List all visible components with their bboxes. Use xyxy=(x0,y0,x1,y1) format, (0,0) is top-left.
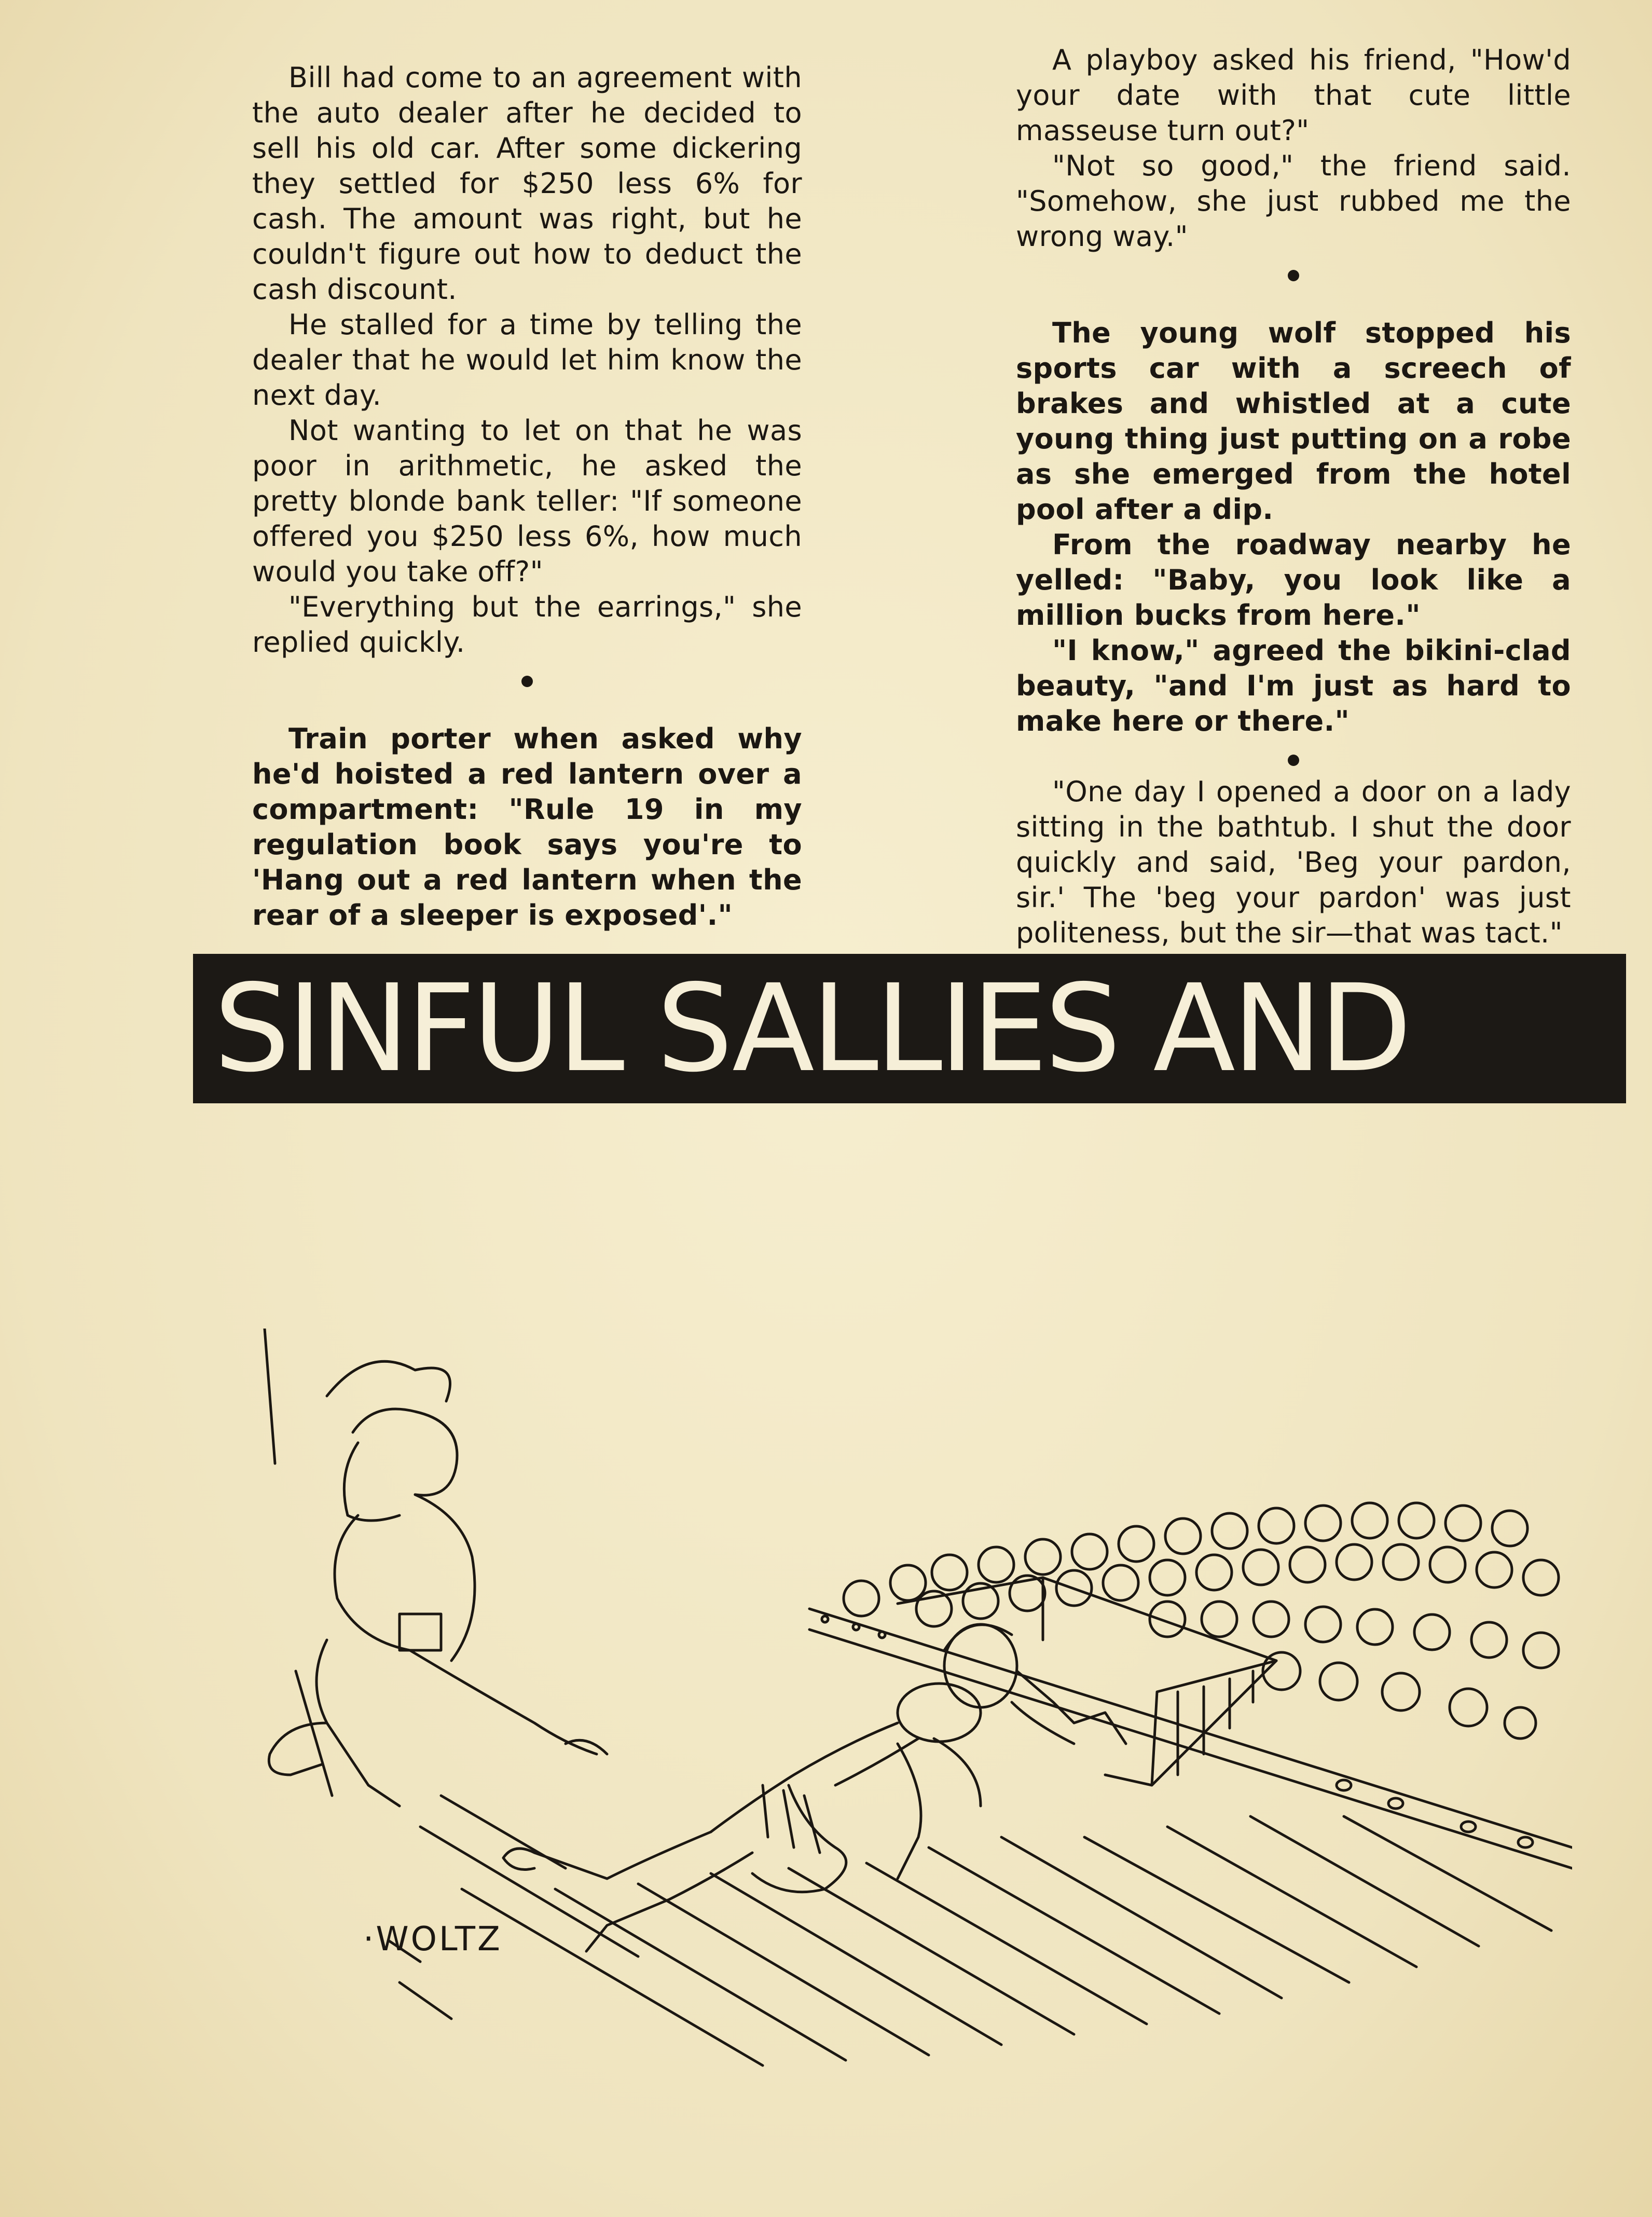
separator-bullet xyxy=(252,660,802,695)
joke-masseuse-paragraph-2: "Not so good," the friend said. "Somehow, she just rubbed me the wrong way." xyxy=(1016,149,1571,253)
joke-car-dealer-paragraph-3: Not wanting to let on that he was poor in arithmetic, he asked the pretty blonde bank teller: "If someone offered you $250 less 6%, how much would you take off?" xyxy=(252,414,802,588)
joke-masseuse-paragraph-1: A playboy asked his friend, "How'd your date with that cute little masseuse turn out?" xyxy=(1016,44,1571,147)
joke-car-dealer-paragraph-2: He stalled for a time by telling the dealer that he would let him know the next day. xyxy=(252,308,802,412)
joke-car-dealer-paragraph-1: Bill had come to an agreement with the auto dealer after he decided to sell his old car. After some dickering they settled for $250 less 6% for cash. The amount was right, but he couldn't figure out how to deduct the cash discount. xyxy=(252,61,802,306)
left-text-column xyxy=(252,60,802,933)
fallen-woman xyxy=(503,1684,981,1951)
joke-train-porter: Train porter when asked why he'd hoisted a red lantern over a compartment: "Rule 19 in my regulation book says you're to 'Hang out a red lantern when the rear of a sleeper is exposed'." xyxy=(252,722,802,932)
separator-bullet xyxy=(1016,254,1571,290)
joke-young-wolf-paragraph-1: The young wolf stopped his sports car with a screech of brakes and whistled at a cute young thing just putting on a robe as she emerged from the hotel pool after a dip. xyxy=(1016,317,1571,526)
peeking-man xyxy=(944,1624,1126,1744)
audience-crowd xyxy=(844,1503,1559,1739)
floor-planks xyxy=(389,1796,1551,2065)
joke-bathtub-tact: "One day I opened a door on a lady sitting in the bathtub. I shut the door quickly and said, 'Beg your pardon, sir.' The 'beg your pardon' was just politeness, but the sir—that was tact." xyxy=(1016,775,1571,949)
cartoonist-signature: ·WOLTZ xyxy=(363,1920,502,1959)
right-text-column xyxy=(1016,43,1571,951)
joke-young-wolf-paragraph-3: "I know," agreed the bikini-clad beauty, "and I'm just as hard to make here or there." xyxy=(1016,634,1571,737)
separator-bullet xyxy=(1016,739,1571,774)
banner-title: SINFUL SALLIES AND xyxy=(214,959,1409,1099)
title-banner xyxy=(193,954,1626,1103)
joke-young-wolf-paragraph-2: From the roadway nearby he yelled: "Baby, you look like a million bucks from here." xyxy=(1016,528,1571,632)
joke-car-dealer-paragraph-4: "Everything but the earrings," she replied quickly. xyxy=(252,591,802,659)
cartoon-illustration xyxy=(244,1329,1572,2086)
running-matador xyxy=(265,1329,607,1806)
